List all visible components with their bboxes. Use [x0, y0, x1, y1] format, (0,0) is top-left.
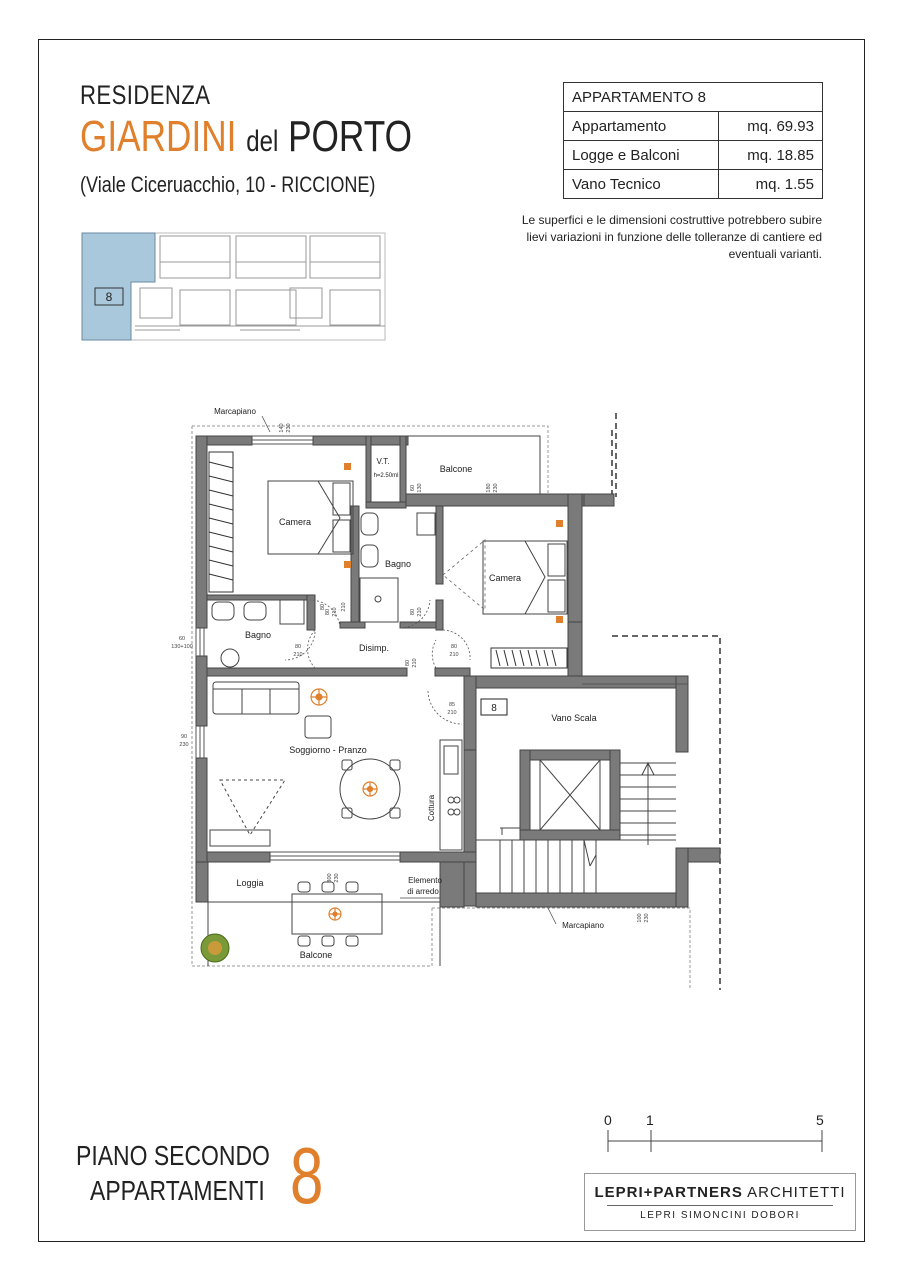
logo-line2: LEPRI SIMONCINI DOBORI: [640, 1210, 800, 1221]
dim: 210: [447, 710, 457, 716]
title-del: del: [246, 125, 279, 158]
architect-logo: [584, 1173, 856, 1231]
label-camera-2: Camera: [488, 573, 522, 583]
dim: 85: [448, 702, 456, 708]
label-elemento: Elemento: [408, 876, 442, 885]
address: (Viale Ciceruacchio, 10 - RICCIONE): [80, 172, 376, 197]
label-marcapiano-top: Marcapiano: [214, 407, 256, 416]
label-vt: V.T.: [376, 457, 390, 466]
dim: 180: [486, 483, 492, 493]
label-loggia: Loggia: [236, 878, 264, 888]
dim: 210: [417, 607, 423, 617]
areas-label: Vano Tecnico: [564, 170, 719, 199]
dim: 300: [327, 873, 333, 883]
label-disimp: Disimp.: [358, 643, 390, 653]
dim: 210: [412, 658, 418, 668]
label-vano-scala: Vano Scala: [551, 713, 597, 723]
dim: 100: [637, 913, 643, 923]
areas-title: APPARTAMENTO 8: [564, 83, 823, 112]
dim: 80: [294, 644, 302, 650]
dim: 80: [410, 608, 416, 616]
logo-line1: [585, 1184, 855, 1201]
label-camera-1: Camera: [278, 517, 312, 527]
label-balcone-top: Balcone: [439, 464, 473, 474]
dim: 140: [279, 423, 285, 433]
entry-number: 8: [491, 703, 497, 714]
dim: 60: [178, 636, 186, 642]
label-cottura: Cottura: [427, 794, 436, 822]
dim: 80: [325, 608, 331, 616]
areas-value: mq. 1.55: [718, 170, 822, 199]
label-vt-height: h=2.50ml: [373, 473, 399, 479]
areas-value: mq. 18.85: [718, 141, 822, 170]
footer-number: 8: [290, 1131, 324, 1220]
tolerance-note: Le superfici e le dimensioni costruttive potrebbero subire lievi variazioni in funzione delle tolleranze di cantiere ed eventuali varianti.: [521, 213, 822, 261]
scale-1: 1: [646, 1112, 654, 1128]
wardrobe-camera-1: [209, 452, 233, 592]
wardrobe-camera-2: [491, 648, 567, 668]
title-residenza: RESIDENZA: [80, 80, 211, 110]
areas-label: Appartamento: [564, 112, 719, 141]
key-plan: [82, 233, 385, 340]
stairs: [476, 760, 676, 893]
scale-bar: [604, 1112, 824, 1152]
dim: 230: [179, 742, 189, 748]
title-porto: PORTO: [288, 112, 412, 161]
dim: 230: [286, 423, 292, 433]
dim: 60: [410, 484, 416, 492]
scale-0: 0: [604, 1112, 612, 1128]
dim: 230: [334, 873, 340, 883]
dim: 90: [180, 734, 188, 740]
kitchen-counter: [440, 740, 462, 850]
label-marcapiano-bottom: Marcapiano: [562, 921, 604, 930]
bathroom-fixtures: [212, 513, 435, 667]
footer-floor: PIANO SECONDO: [76, 1140, 270, 1171]
power-outlets: [344, 463, 563, 623]
logo-rule: [607, 1205, 833, 1206]
label-di-arredo: di arredo: [407, 887, 439, 896]
dim: 210: [449, 652, 459, 658]
living-furniture: [210, 682, 400, 846]
label-balcone-bottom: Balcone: [299, 950, 333, 960]
dim: 230: [644, 913, 650, 923]
title-giardini: GIARDINI: [80, 112, 237, 161]
areas-label: Logge e Balconi: [564, 141, 719, 170]
key-plan-unit-number: 8: [105, 290, 113, 304]
dim: 210: [341, 602, 347, 612]
dim: 210: [293, 652, 303, 658]
dim: 130: [417, 483, 423, 493]
areas-value: mq. 69.93: [718, 112, 822, 141]
label-bagno-1: Bagno: [384, 559, 412, 569]
dim: 130+100: [171, 644, 193, 650]
dim: 80: [405, 659, 411, 667]
label-bagno-2: Bagno: [244, 630, 272, 640]
dim: 80: [450, 644, 458, 650]
footer-type: APPARTAMENTI: [90, 1175, 265, 1206]
dim: 80: [320, 603, 326, 611]
plant-icon: [201, 934, 229, 962]
logo-architetti: ARCHITETTI: [742, 1184, 846, 1201]
dim: 210: [332, 607, 338, 617]
dim: 230: [493, 483, 499, 493]
scale-5: 5: [816, 1112, 824, 1128]
label-soggiorno: Soggiorno - Pranzo: [289, 745, 367, 755]
logo-partners: LEPRI+PARTNERS: [594, 1184, 743, 1201]
